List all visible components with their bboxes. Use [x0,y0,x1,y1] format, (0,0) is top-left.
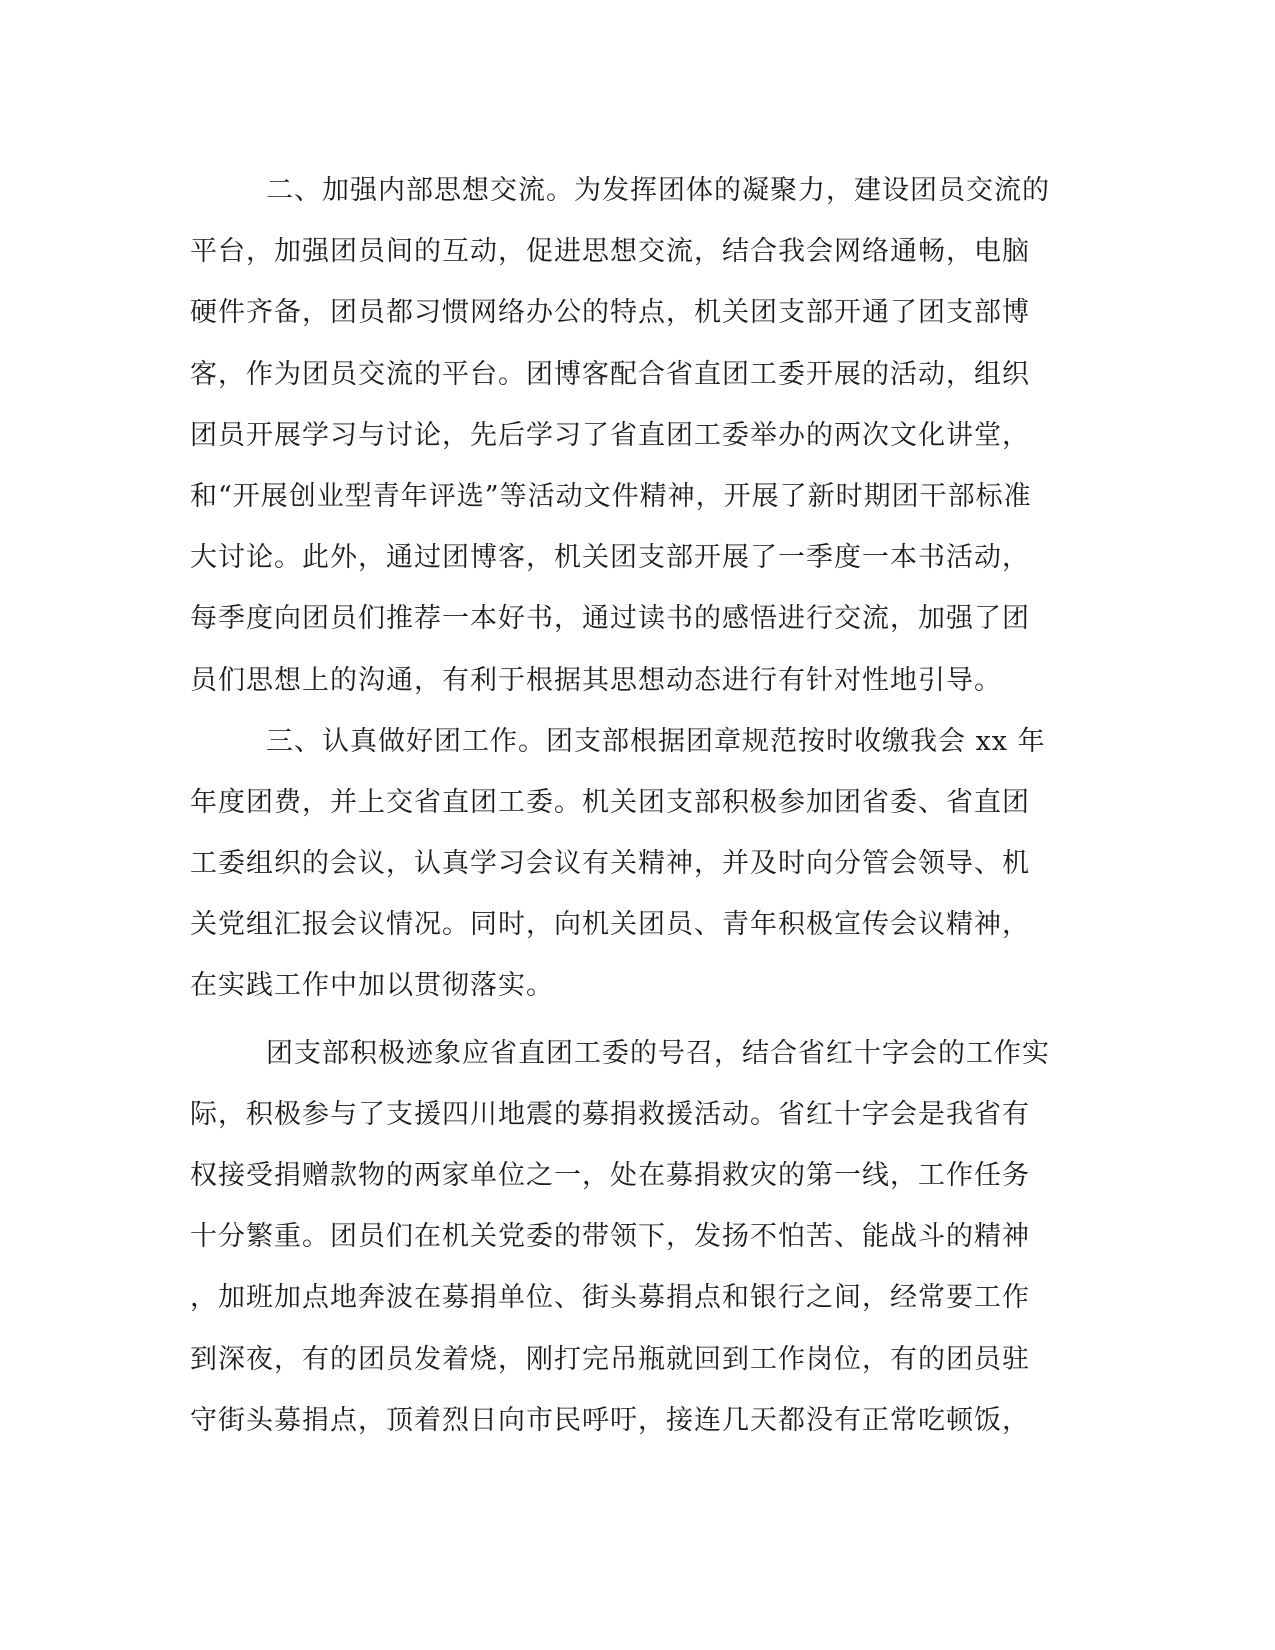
text-line: 在实践工作中加以贯彻落实。 [190,970,554,1002]
paragraph-4 [190,1023,1090,1451]
paragraph-2 [190,160,1090,711]
text-line: 际，积极参与了支援四川地震的募捐救援活动。省红十字会是我省有 [190,1098,1030,1130]
text-line: 大讨论。此外，通过团博客，机关团支部开展了一季度一本书活动， [190,542,1030,574]
text-line: 每季度向团员们推荐一本好书，通过读书的感悟进行交流，加强了团 [190,603,1030,635]
text-line: 关党组汇报会议情况。同时，向机关团员、青年积极宣传会议精神， [190,909,1030,941]
text-line: 硬件齐备，团员都习惯网络办公的特点，机关团支部开通了团支部博 [190,297,1030,329]
text-line: 守街头募捐点，顶着烈日向市民呼吁，接连几天都没有正常吃顿饭， [190,1404,1030,1436]
text-line: 平台，加强团员间的互动，促进思想交流，结合我会网络通畅，电脑 [190,236,1030,268]
paragraph-3 [190,711,1090,1017]
text-line: 十分繁重。团员们在机关党委的带领下，发扬不怕苦、能战斗的精神 [190,1221,1030,1253]
text-line: ，加班加点地奔波在募捐单位、街头募捐点和银行之间，经常要工作 [190,1282,1030,1314]
text-line: 年度团费，并上交省直团工委。机关团支部积极参加团省委、省直团 [190,786,1030,818]
text-line: 三、认真做好团工作。团支部根据团章规范按时收缴我会 xx 年 [266,725,1046,757]
text-line: 工委组织的会议，认真学习会议有关精神，并及时向分管会领导、机 [190,848,1030,880]
text-line: 到深夜，有的团员发着烧，刚打完吊瓶就回到工作岗位，有的团员驻 [190,1343,1030,1375]
text-line: 权接受捐赠款物的两家单位之一，处在募捐救灾的第一线，工作任务 [190,1160,1030,1191]
document-body [190,160,1090,1451]
text-line: 团支部积极迹象应省直团工委的号召，结合省红十字会的工作实 [266,1037,1050,1069]
text-line: 客，作为团员交流的平台。团博客配合省直团工委开展的活动，组织 [190,358,1030,390]
text-line: 员们思想上的沟通，有利于根据其思想动态进行有针对性地引导。 [190,664,1002,696]
text-line: 二、加强内部思想交流。为发挥团体的凝聚力，建设团员交流的 [266,175,1050,206]
text-line: 团员开展学习与讨论，先后学习了省直团工委举办的两次文化讲堂， [190,419,1030,451]
text-line: 和“开展创业型青年评选”等活动文件精神，开展了新时期团干部标准 [190,480,1032,512]
